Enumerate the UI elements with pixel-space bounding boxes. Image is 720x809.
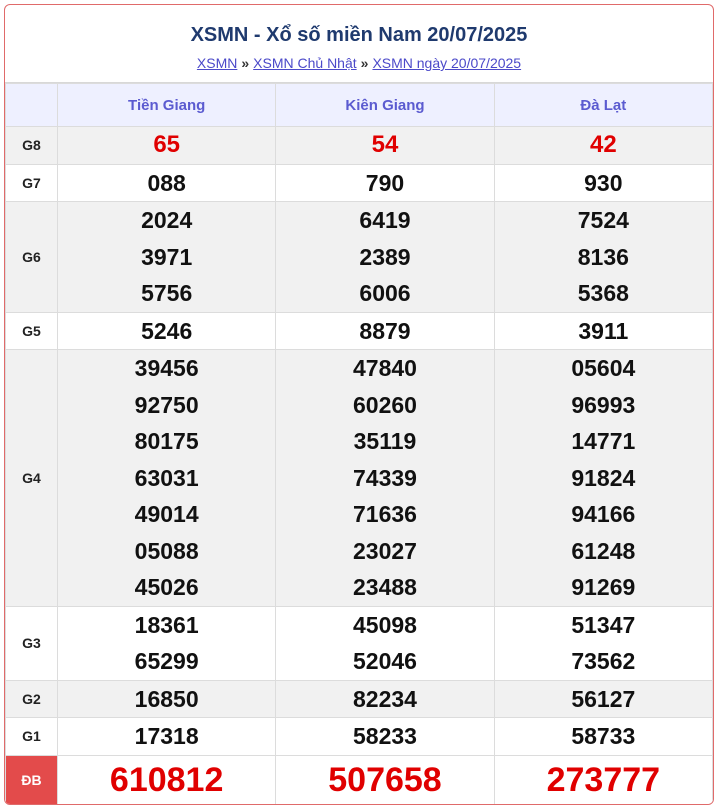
prize-label: G6 [6,202,58,313]
prize-label: G3 [6,606,58,680]
prize-cell [58,202,276,313]
prize-number: 73562 [571,648,636,674]
results-table [5,83,713,805]
prize-number: 05088 [134,537,199,564]
prize-number: 60260 [353,391,417,418]
prize-cell [494,606,712,680]
prize-number: 5756 [141,280,193,306]
prize-cell [494,164,712,202]
prize-cell [276,202,494,313]
prize-cell [58,350,276,607]
prize-body [6,127,713,805]
prize-number: 52046 [353,648,417,674]
prize-number: 91824 [571,464,636,491]
prize-number: 2024 [141,207,193,233]
prize-cell [276,755,494,804]
prize-number: 5246 [141,317,193,344]
prize-number: 45098 [353,611,417,638]
breadcrumb [5,54,713,72]
prize-number: 65 [153,131,181,158]
prize-number: 49014 [134,501,199,527]
prize-number: 790 [365,169,405,196]
corner-cell [6,84,58,127]
prize-cell [494,312,712,350]
prize-number: 14771 [571,428,636,454]
prize-number: 18361 [134,611,199,638]
prize-cell [494,718,712,756]
prize-cell [494,350,712,607]
prize-number: 05604 [571,355,636,381]
prize-label: G7 [6,164,58,202]
prize-row-g8 [6,127,713,165]
prize-number: 16850 [134,685,199,712]
prize-row-g7 [6,164,713,202]
prize-row-g1 [6,718,713,756]
prize-label: G8 [6,127,58,165]
prize-cell [58,680,276,718]
breadcrumb-separator: » [360,55,369,71]
province-header: Đà Lạt [494,84,712,127]
prize-number: 61248 [571,537,636,564]
prize-number: 35119 [353,428,417,454]
prize-number: 56127 [571,685,636,712]
prize-cell [58,127,276,165]
prize-number: 65299 [134,648,199,674]
prize-number: 2389 [359,243,411,270]
prize-number: 610812 [109,760,224,799]
prize-number: 58733 [571,723,636,749]
prize-cell [58,755,276,804]
prize-number: 96993 [571,391,636,418]
prize-cell [494,127,712,165]
prize-row-g5 [6,312,713,350]
breadcrumb-separator: » [241,55,250,71]
breadcrumb-link-xsmn[interactable]: XSMN [196,55,238,71]
prize-number: 23027 [353,537,417,564]
prize-number: 507658 [328,760,442,799]
prize-number: 088 [147,169,186,196]
prize-number: 80175 [134,428,199,454]
prize-row-g3 [6,606,713,680]
prize-number: 3971 [141,243,193,270]
prize-number: 6006 [359,280,411,306]
prize-row-đb [6,755,713,804]
prize-number: 74339 [353,464,417,491]
prize-cell [494,202,712,313]
prize-number: 63031 [134,464,199,491]
province-header-row [6,84,713,127]
prize-number: 7524 [577,207,629,233]
prize-label: G4 [6,350,58,607]
prize-row-g2 [6,680,713,718]
prize-cell [494,680,712,718]
prize-row-g6 [6,202,713,313]
prize-number: 273777 [546,760,661,799]
prize-number: 71636 [353,501,417,527]
page-title: XSMN - Xổ số miền Nam 20/07/2025 [190,24,528,46]
prize-number: 47840 [353,355,417,381]
prize-cell [58,718,276,756]
prize-number: 3911 [578,317,629,344]
prize-cell [276,606,494,680]
prize-cell [494,755,712,804]
prize-cell [276,350,494,607]
prize-label: G2 [6,680,58,718]
results-panel [4,4,714,805]
prize-number: 8136 [577,243,629,270]
prize-row-g4 [6,350,713,607]
prize-number: 42 [589,131,617,158]
results-header [5,5,713,83]
prize-cell [58,606,276,680]
prize-number: 54 [371,131,399,158]
prize-number: 51347 [571,611,636,638]
prize-number: 45026 [134,574,199,600]
prize-cell [276,164,494,202]
prize-number: 8879 [359,317,411,344]
prize-number: 91269 [571,574,636,600]
prize-label: ĐB [6,755,58,804]
prize-cell [276,312,494,350]
prize-number: 930 [584,169,623,196]
prize-number: 17318 [134,723,199,749]
prize-number: 23488 [353,574,417,600]
prize-cell [58,164,276,202]
prize-label: G1 [6,718,58,756]
prize-cell [276,127,494,165]
breadcrumb-link-xsmn-sunday[interactable]: XSMN Chủ Nhật [253,55,357,71]
prize-number: 94166 [571,501,636,527]
prize-number: 5368 [577,280,629,306]
prize-number: 6419 [359,207,411,233]
prize-label: G5 [6,312,58,350]
breadcrumb-link-xsmn-date[interactable]: XSMN ngày 20/07/2025 [372,55,522,71]
province-header: Tiền Giang [58,84,276,127]
prize-number: 82234 [353,685,417,712]
prize-cell [276,718,494,756]
prize-cell [276,680,494,718]
prize-cell [58,312,276,350]
prize-number: 92750 [134,391,199,418]
prize-number: 58233 [353,723,417,749]
province-header: Kiên Giang [276,84,494,127]
prize-number: 39456 [134,355,199,381]
